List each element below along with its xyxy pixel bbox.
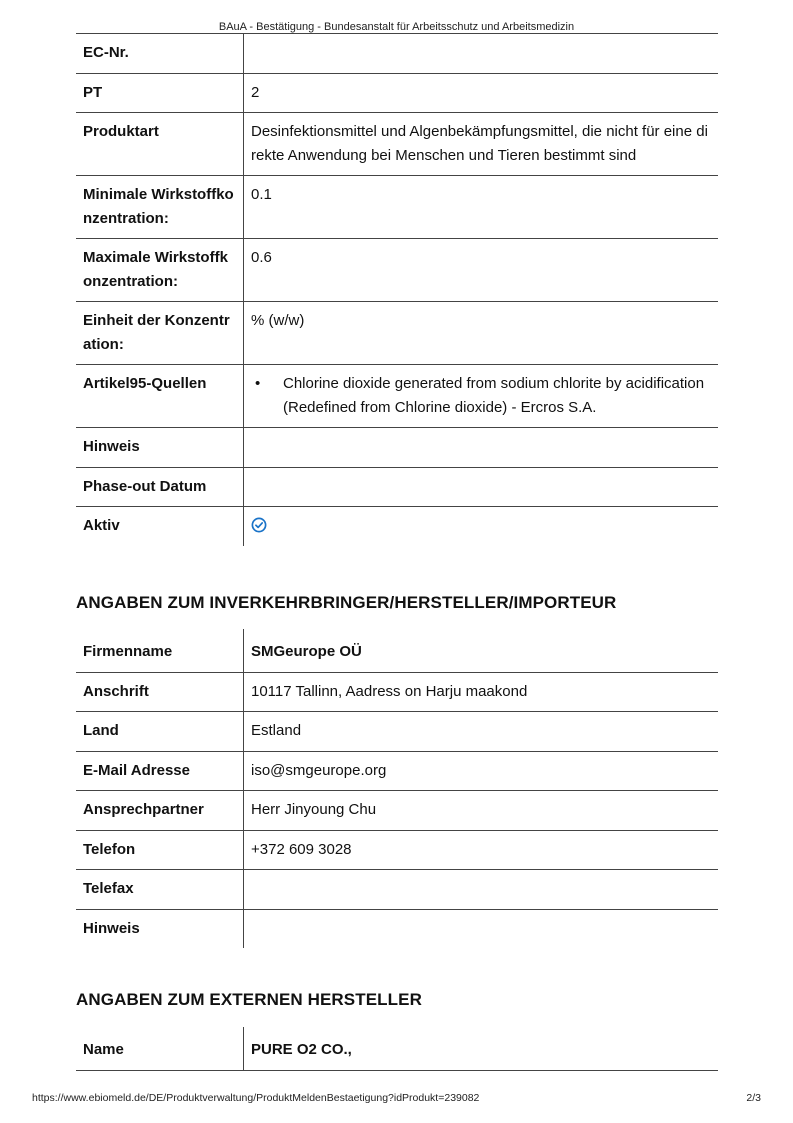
table-row [76, 113, 718, 176]
company-name-value: SMGeurope OÜ [244, 629, 719, 672]
manufacturer-table [76, 629, 718, 948]
row-label: Artikel95-Quellen [76, 365, 244, 428]
row-value: Desinfektionsmittel und Algenbekämpfungsmittel, die nicht für eine direkte Anwendung bei Menschen und Tieren bestimmt sind [244, 113, 719, 176]
row-label: Hinweis [76, 909, 244, 948]
row-label: Hinweis [76, 428, 244, 468]
check-circle-icon [251, 517, 267, 533]
table-row [76, 830, 718, 870]
product-details-table [76, 33, 718, 546]
row-value [244, 870, 719, 910]
table-row [76, 507, 718, 546]
page-number: 2/3 [746, 1092, 761, 1104]
table-row [76, 365, 718, 428]
phone-value: +372 609 3028 [244, 830, 719, 870]
row-label: Ansprechpartner [76, 791, 244, 831]
table-row [76, 467, 718, 507]
table-row [76, 751, 718, 791]
table-row [76, 239, 718, 302]
source-text: Chlorine dioxide generated from sodium chlorite by acidification (Redefined from Chlorine dioxide) - Ercros S.A. [283, 375, 705, 416]
page-header: BAuA - Bestätigung - Bundesanstalt für Arbeitsschutz und Arbeitsmedizin [218, 21, 575, 33]
row-value: % (w/w) [244, 302, 719, 365]
table-row [76, 34, 718, 74]
list-item [251, 372, 712, 419]
row-value: 0.1 [244, 176, 719, 239]
row-label: E-Mail Adresse [76, 751, 244, 791]
row-label: Einheit der Konzentration: [76, 302, 244, 365]
row-label: Land [76, 712, 244, 752]
row-label: Minimale Wirkstoffkonzentration: [76, 176, 244, 239]
row-value [244, 909, 719, 948]
table-row [76, 672, 718, 712]
row-label: PT [76, 73, 244, 113]
table-row [76, 629, 718, 672]
row-value: 0.6 [244, 239, 719, 302]
row-value [244, 34, 719, 74]
row-value [244, 365, 719, 428]
row-value [244, 507, 719, 546]
row-label: Telefax [76, 870, 244, 910]
table-row [76, 791, 718, 831]
row-value: Herr Jinyoung Chu [244, 791, 719, 831]
row-value: 2 [244, 73, 719, 113]
email-value: iso@smgeurope.org [244, 751, 719, 791]
row-label: Phase-out Datum [76, 467, 244, 507]
table-row [76, 302, 718, 365]
page-url: https://www.ebiomeld.de/DE/Produktverwaltung/ProduktMeldenBestaetigung?idProdukt=239082 [32, 1092, 480, 1104]
external-section-title: ANGABEN ZUM EXTERNEN HERSTELLER [76, 990, 422, 1009]
row-label: Maximale Wirkstoffkonzentration: [76, 239, 244, 302]
row-label: EC-Nr. [76, 34, 244, 74]
row-value [244, 467, 719, 507]
row-label: Firmenname [76, 629, 244, 672]
table-row [76, 1027, 718, 1070]
row-label: Aktiv [76, 507, 244, 546]
external-name-value: PURE O2 CO., [244, 1027, 719, 1070]
external-manufacturer-table [76, 1027, 718, 1071]
sources-list [251, 372, 712, 419]
row-label: Telefon [76, 830, 244, 870]
row-value: Estland [244, 712, 719, 752]
table-row [76, 870, 718, 910]
row-value: 10117 Tallinn, Aadress on Harju maakond [244, 672, 719, 712]
table-row [76, 176, 718, 239]
row-value [244, 428, 719, 468]
row-label: Produktart [76, 113, 244, 176]
table-row [76, 712, 718, 752]
table-row [76, 428, 718, 468]
bullet-icon: • [255, 375, 261, 392]
manufacturer-section-title: ANGABEN ZUM INVERKEHRBRINGER/HERSTELLER/IMPORTEUR [76, 593, 617, 612]
table-row [76, 909, 718, 948]
table-row [76, 73, 718, 113]
row-label: Name [76, 1027, 244, 1070]
row-label: Anschrift [76, 672, 244, 712]
